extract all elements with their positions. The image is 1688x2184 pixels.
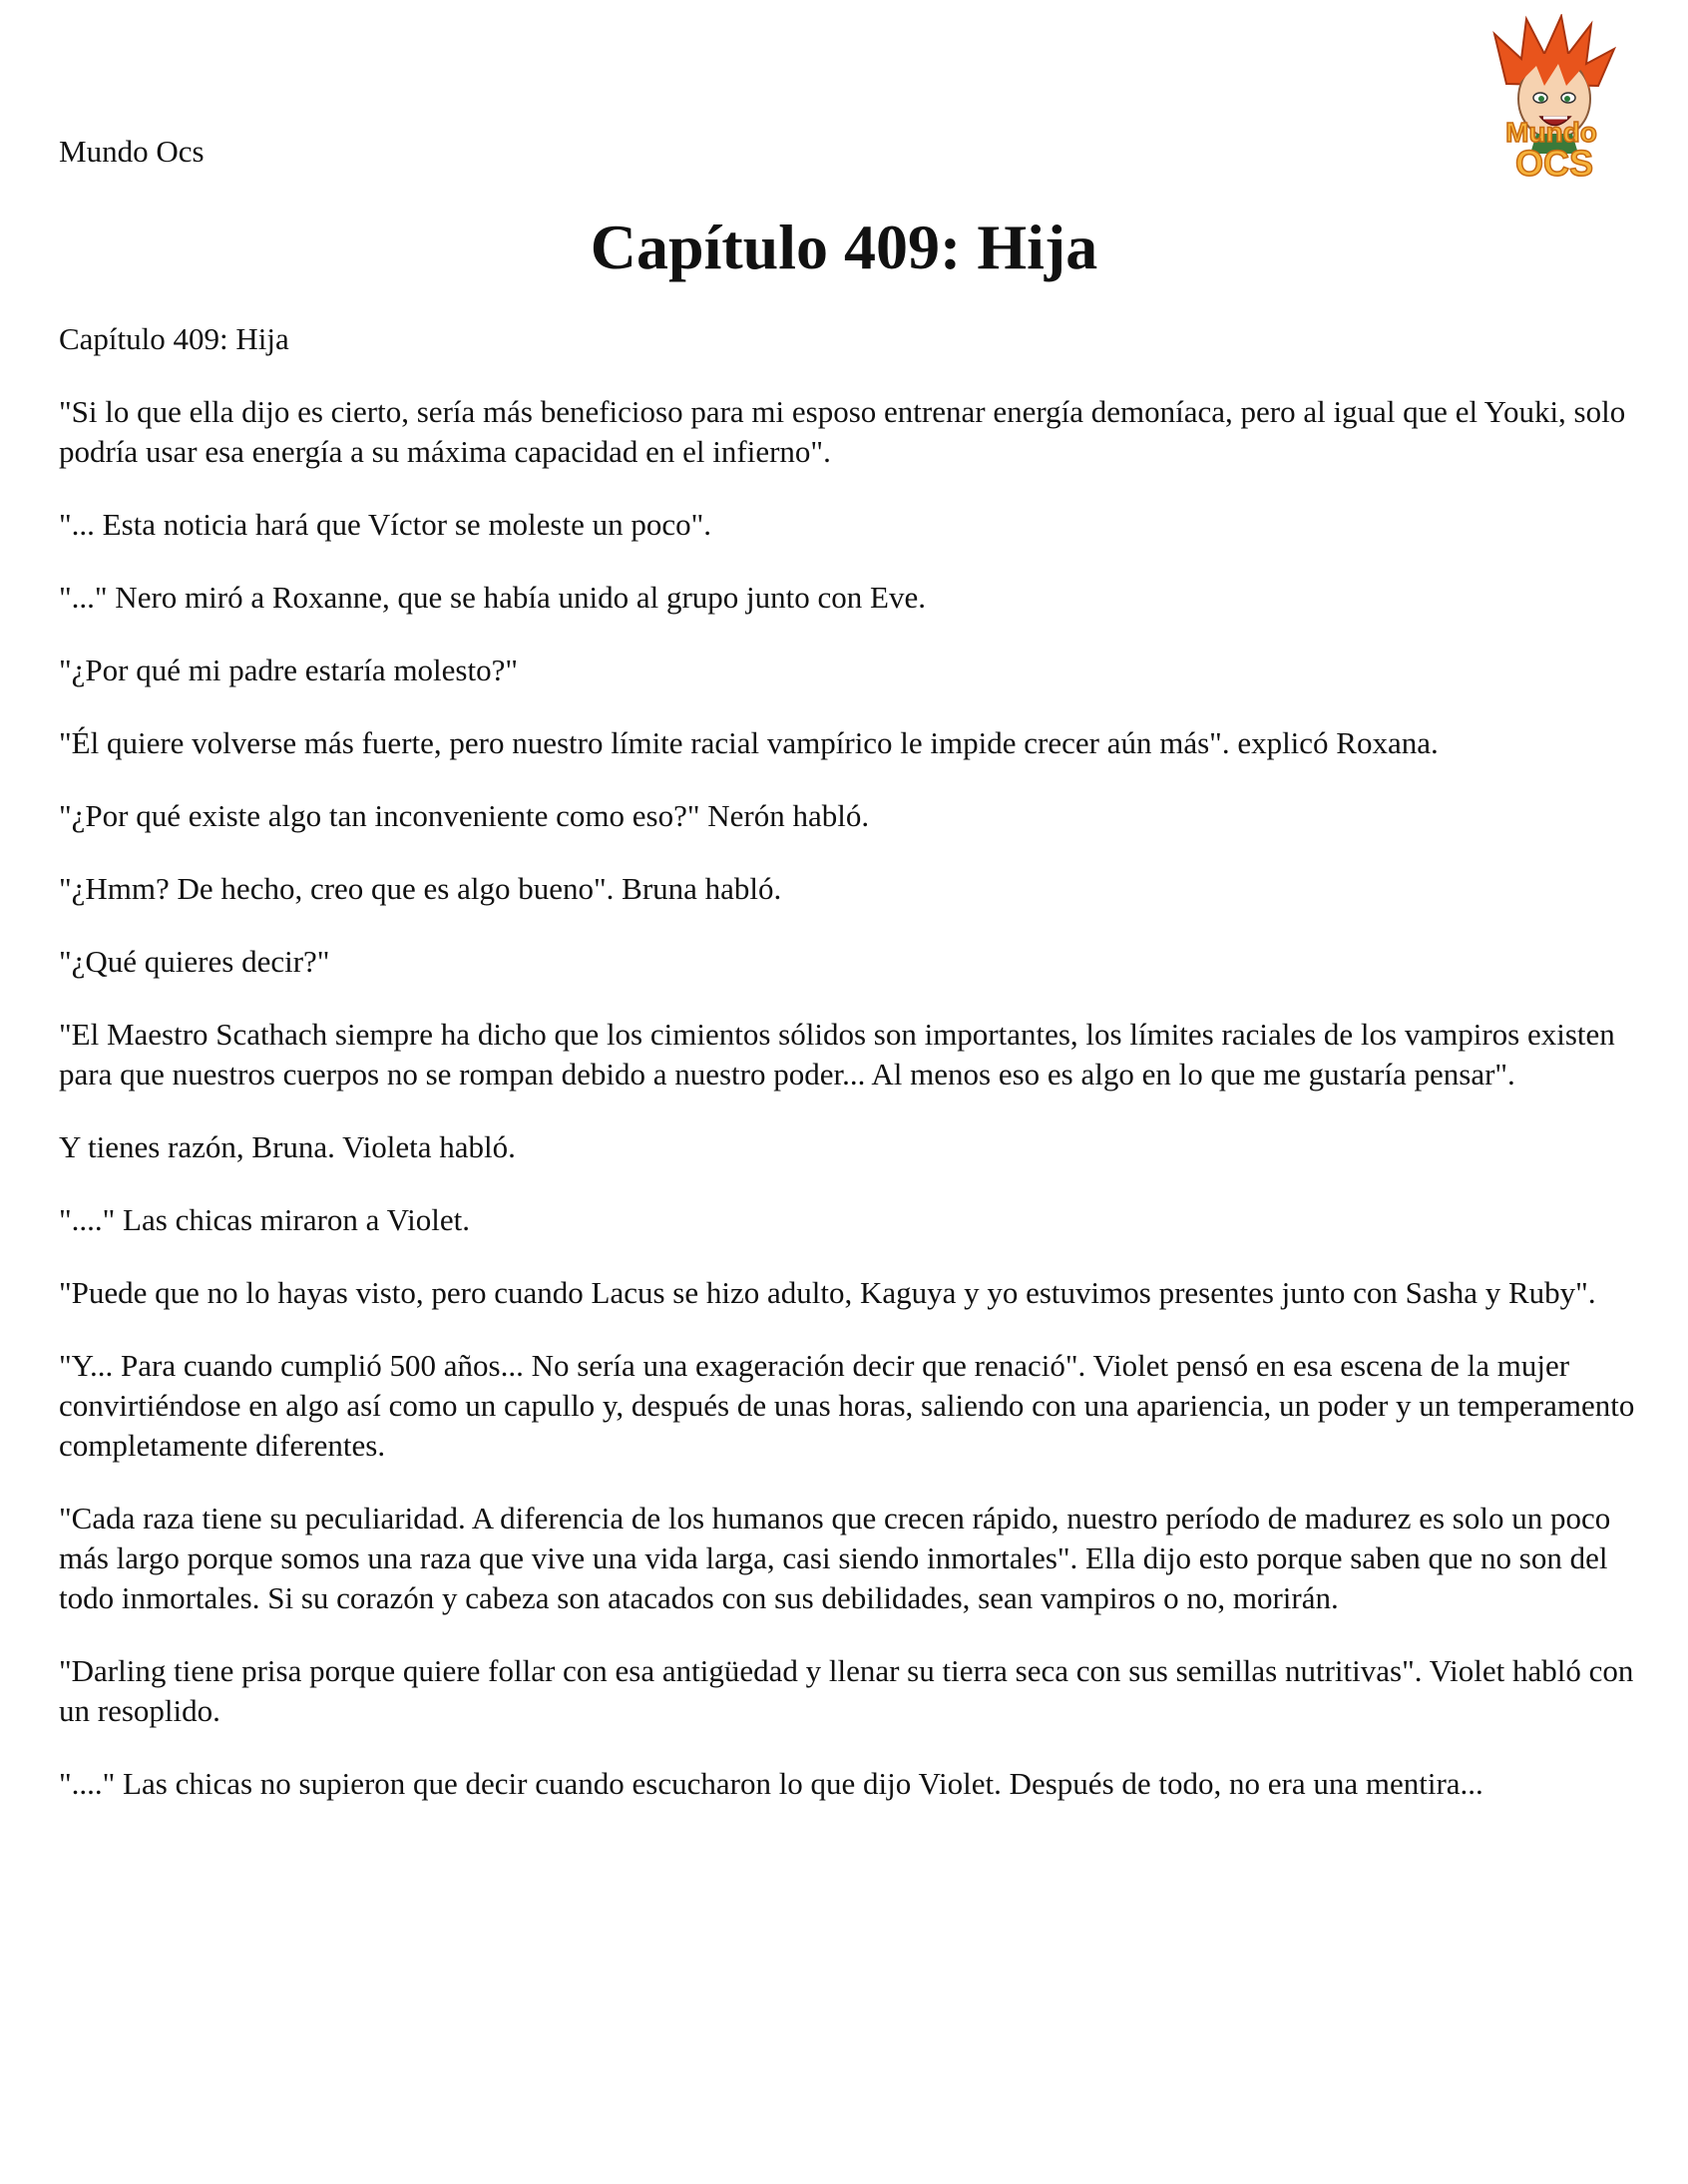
paragraph: "El Maestro Scathach siempre ha dicho que los cimientos sólidos son importantes, los límites raciales de los vampiros existen para que nuestros cuerpos no se rompan debido a nuestro poder... Al menos eso es algo en lo que me gustaría pensar". [59, 1017, 1615, 1092]
paragraph: "¿Qué quieres decir?" [59, 944, 330, 979]
paragraph: "...." Las chicas no supieron que decir cuando escucharon lo que dijo Violet. Después de todo, no era una mentira... [59, 1766, 1483, 1801]
chapter-subtitle: Capítulo 409: Hija [59, 321, 289, 356]
site-name: Mundo Ocs [59, 134, 205, 169]
chapter-title: Capítulo 409: Hija [590, 212, 1098, 282]
paragraph: "¿Hmm? De hecho, creo que es algo bueno". Bruna habló. [59, 871, 782, 906]
mundo-ocs-logo [1467, 14, 1636, 186]
paragraph: "Cada raza tiene su peculiaridad. A diferencia de los humanos que crecen rápido, nuestro período de madurez es solo un poco más largo porque somos una raza que vive una vida larga, casi siendo inmortales". Ella dijo esto porque saben que no son del todo inmortales. Si su corazón y cabeza son atacados con sus debilidades, sean vampiros o no, morirán. [59, 1501, 1611, 1615]
paragraph: "Él quiere volverse más fuerte, pero nuestro límite racial vampírico le impide crecer aún más". explicó Roxana. [59, 725, 1439, 760]
logo-text-top: Mundo [1505, 117, 1597, 148]
paragraph: "...." Las chicas miraron a Violet. [59, 1202, 470, 1237]
paragraph: "Darling tiene prisa porque quiere follar con esa antigüedad y llenar su tierra seca con sus semillas nutritivas". Violet habló con un resoplido. [59, 1653, 1634, 1728]
paragraph: "Y... Para cuando cumplió 500 años... No sería una exageración decir que renació". Violet pensó en esa escena de la mujer convirtiéndose en algo así como un capullo y, después de unas horas, saliendo con una apariencia, un poder y un temperamento completamente diferentes. [59, 1348, 1635, 1463]
logo-text-bottom: OCS [1514, 143, 1594, 184]
paragraph: "¿Por qué existe algo tan inconveniente como eso?" Nerón habló. [59, 798, 870, 833]
paragraph: "Puede que no lo hayas visto, pero cuando Lacus se hizo adulto, Kaguya y yo estuvimos presentes junto con Sasha y Ruby". [59, 1275, 1596, 1310]
chapter-body [59, 319, 1655, 1837]
paragraph: "Si lo que ella dijo es cierto, sería más beneficioso para mi esposo entrenar energía demoníaca, pero al igual que el Youki, solo podría usar esa energía a su máxima capacidad en el infierno". [59, 394, 1626, 469]
paragraph: "... Esta noticia hará que Víctor se moleste un poco". [59, 507, 712, 542]
paragraph: "..." Nero miró a Roxanne, que se había unido al grupo junto con Eve. [59, 580, 926, 615]
paragraph: Y tienes razón, Bruna. Violeta habló. [59, 1129, 516, 1164]
paragraph: "¿Por qué mi padre estaría molesto?" [59, 653, 519, 687]
